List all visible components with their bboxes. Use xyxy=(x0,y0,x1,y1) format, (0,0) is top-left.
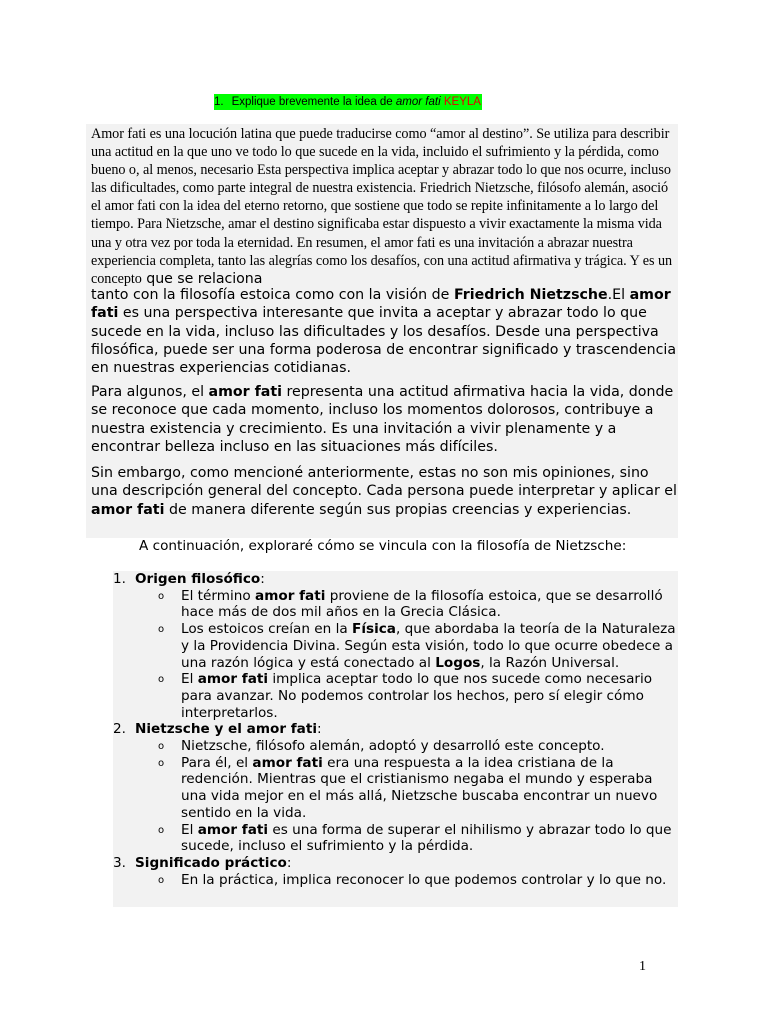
sans-tail: que se relaciona xyxy=(141,270,263,287)
paragraph-1-bold-term: amor fati xyxy=(91,287,671,322)
sub-item-text: En la práctica, implica reconocer lo que podemos controlar y lo que no. xyxy=(181,871,667,888)
sub-item-text: , la Razón Universal. xyxy=(480,654,620,671)
question-heading xyxy=(214,94,482,110)
paragraph-2-text: Para algunos, el xyxy=(91,384,209,400)
sub-item-text: Para él, el xyxy=(181,754,253,771)
page-number: 1 xyxy=(639,959,646,974)
sub-list-item xyxy=(113,671,678,721)
list-number: 1. xyxy=(113,571,126,587)
sub-item-text: Los estoicos creían en la xyxy=(181,621,353,638)
paragraph-1-text: .El xyxy=(607,287,630,303)
sub-item-text: El xyxy=(181,671,198,688)
bullet-icon: o xyxy=(158,824,165,836)
sub-list-item xyxy=(113,755,678,822)
paragraph-2-bold-term: amor fati xyxy=(208,384,282,400)
serif-paragraph xyxy=(91,125,677,288)
heading-text: Explique brevemente la idea de xyxy=(231,96,396,108)
paragraph-2-text: representa una actitud afirmativa hacia la vida, donde se reconoce que cada momento, incluso los momentos dolorosos, contribuye a nuestra existencia y crecimiento. Es una invitación a vivir plenamente y a encontrar belleza incluso en las situaciones más difíciles. xyxy=(91,384,674,455)
list-intro: A continuación, exploraré cómo se vincula con la filosofía de Nietzsche: xyxy=(139,538,627,554)
serif-paragraph-text: Amor fati es una locución latina que puede traducirse como “amor al destino”. Se utiliza para describir una actitud en la que uno ve todo lo que sucede en la vida, incluido el sufrimiento y la pérdida, como bueno o, al menos, necesario Esta perspectiva implica aceptar y abrazar todo lo que nos ocurre, incluso las dificultades, como parte integral de nuestra existencia. Friedrich Nietzsche, filósofo alemán, asoció el amor fati con la idea del eterno retorno, que sostiene que todo se repite infinitamente a lo largo del tiempo. Para Nietzsche, amar el destino significaba estar dispuesto a vivir exactamente la misma vida una y otra vez por toda la eternidad. En resumen, el amor fati es una invitación a abrazar nuestra experiencia completa, tanto las alegrías como los desafíos, con una actitud afirmativa y trágica xyxy=(91,126,671,269)
list-item xyxy=(113,571,678,588)
paragraph-1-text: es una perspectiva interesante que invita a aceptar y abrazar todo lo que sucede en la vida, incluso las dificultades y los desafíos. Desde una perspectiva filosófica, puede ser una forma poderosa de encontrar significado y trascendencia en nuestras experiencias cotidianas. xyxy=(91,305,677,377)
sub-item-text: proviene de la filosofía estoica, que se desarrolló hace más de dos mil años en la Grecia Clásica. xyxy=(181,587,663,621)
bullet-icon: o xyxy=(158,757,165,769)
paragraph-1-text: tanto con la filosofía estoica como con la visión de xyxy=(91,287,454,303)
colon: : xyxy=(317,721,322,738)
sub-item-bold: amor fati xyxy=(197,821,269,838)
sub-list-item xyxy=(113,621,678,671)
bullet-icon: o xyxy=(158,874,165,886)
sub-list-item xyxy=(113,822,678,855)
paragraph-3-text: Sin embargo, como mencioné anteriormente, estas no son mis opiniones, sino una descripción general del concepto. Cada persona puede interpretar y aplicar el xyxy=(91,465,677,500)
sub-item-text: El xyxy=(181,821,198,838)
colon: : xyxy=(286,854,292,871)
heading-number: 1. xyxy=(214,96,224,108)
colon: : xyxy=(260,571,265,587)
paragraph-3 xyxy=(91,464,677,519)
sub-item-bold: Logos xyxy=(435,654,481,671)
sub-item-text: , que abordaba la teoría de la Naturaleza y la Providencia Divina. Según esta visión, todo lo que ocurre obedece a una razón lógica y está conectado al xyxy=(181,621,676,671)
sub-list-item xyxy=(113,872,678,889)
heading-student-name: KEYLA xyxy=(443,96,481,108)
bullet-icon: o xyxy=(158,674,165,686)
list-item-title: Nietzsche y el amor fati xyxy=(135,721,318,738)
bullet-icon: o xyxy=(158,590,165,602)
paragraph-3-text: de manera diferente según sus propias creencias y experiencias. xyxy=(164,501,632,518)
list-item xyxy=(113,855,678,872)
paragraph-1-bold-name: Friedrich Nietzsche xyxy=(453,287,608,303)
numbered-list xyxy=(113,571,678,888)
bullet-icon: o xyxy=(158,741,165,753)
sub-item-bold: amor fati xyxy=(197,671,269,688)
serif-paragraph-tail: . Y es un concepto xyxy=(91,252,673,287)
sub-item-bold: amor fati xyxy=(255,587,326,604)
list-item xyxy=(113,721,678,738)
paragraph-1 xyxy=(91,286,677,377)
paragraph-2 xyxy=(91,383,677,456)
sub-item-text: El término xyxy=(181,587,256,604)
list-number: 3. xyxy=(113,854,126,871)
sub-item-text: era una respuesta a la idea cristiana de la redención. Mientras que el cristianismo negaba el mundo y esperaba una vida mejor en el más allá, Nietzsche buscaba encontrar un nuevo sentido en la vida. xyxy=(181,754,658,821)
bullet-icon: o xyxy=(158,624,165,636)
sub-item-bold: amor fati xyxy=(252,754,323,771)
sub-list-item xyxy=(113,738,678,755)
list-item-title: Origen filosófico xyxy=(135,571,261,587)
sub-item-text: Nietzsche, filósofo alemán, adoptó y desarrolló este concepto. xyxy=(181,738,605,755)
list-item-title: Significado práctico xyxy=(135,854,287,871)
sub-item-text: es una forma de superar el nihilismo y abrazar todo lo que sucede, incluso el sufrimiento y la pérdida. xyxy=(181,821,672,855)
heading-italic-term: amor fati xyxy=(395,96,441,108)
list-number: 2. xyxy=(113,721,126,738)
paragraph-3-bold-term: amor fati xyxy=(91,501,165,518)
sub-list-item xyxy=(113,588,678,621)
sub-item-bold: Física xyxy=(352,621,396,638)
sub-item-text: implica aceptar todo lo que nos sucede como necesario para avanzar. No podemos controlar los hechos, pero sí elegir cómo interpretarlos. xyxy=(181,671,653,721)
